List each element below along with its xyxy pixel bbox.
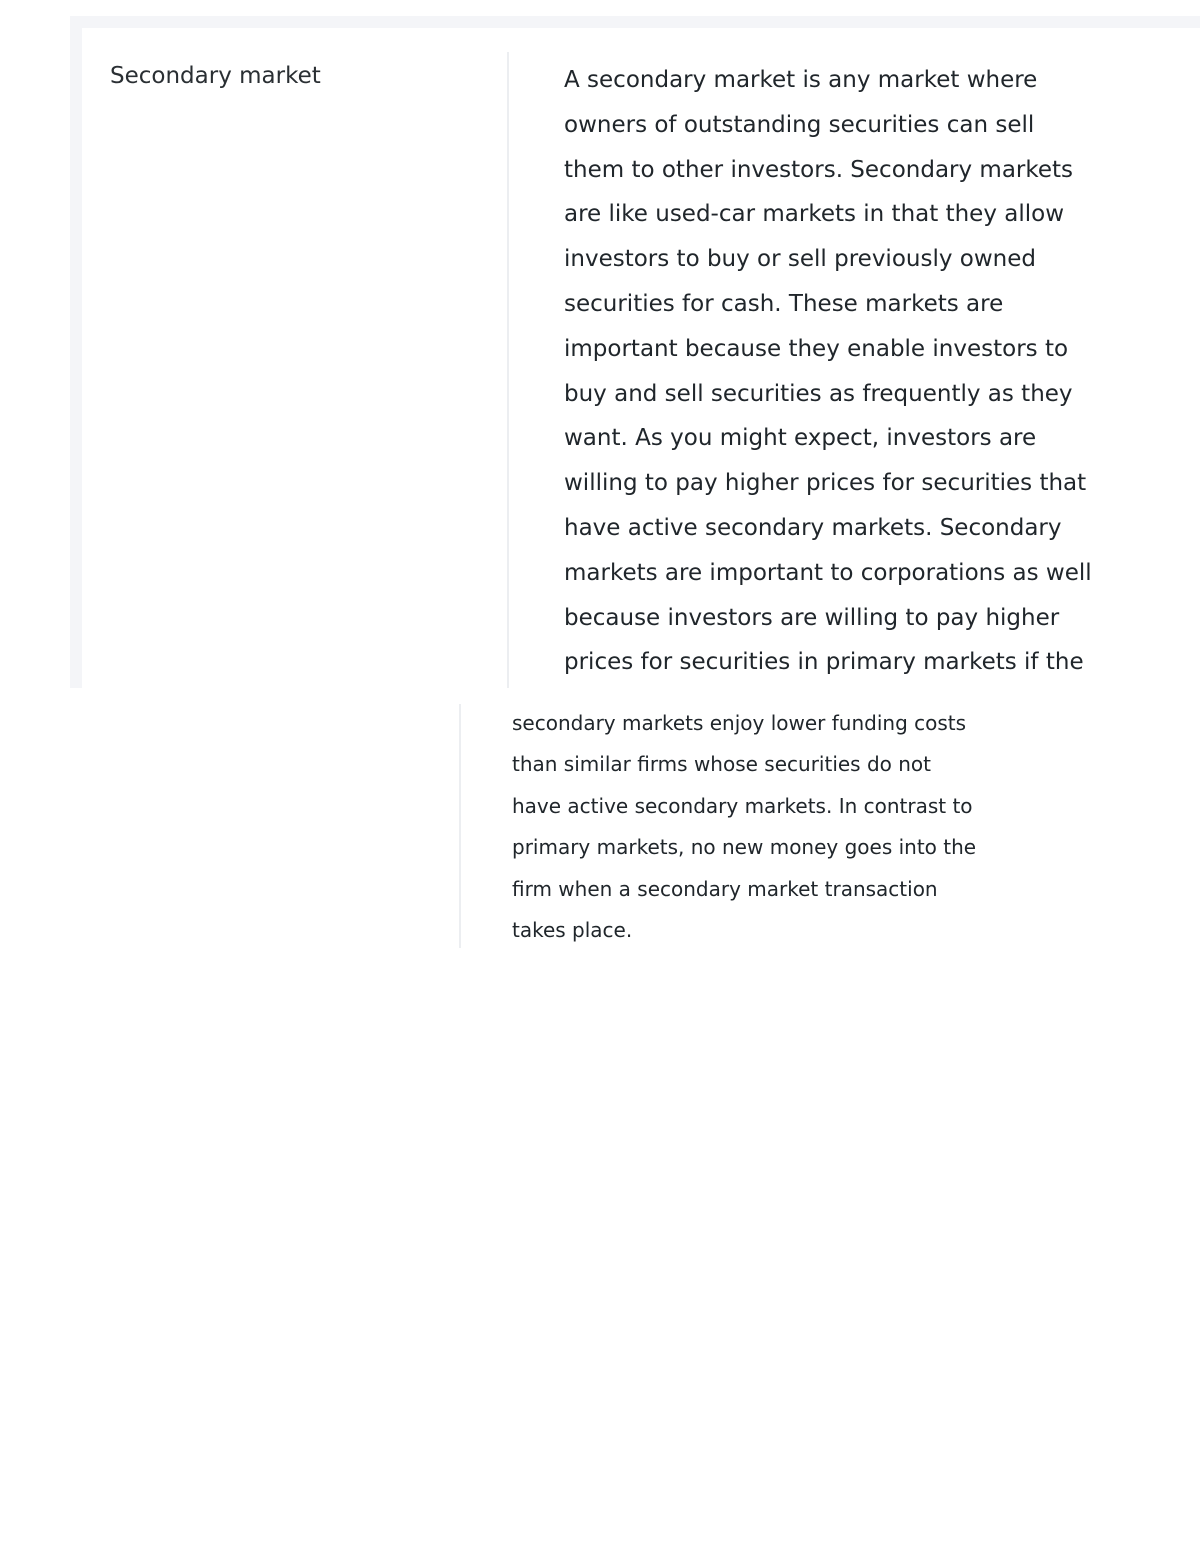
definition-line: prices for securities in primary markets if the (564, 649, 1084, 676)
definition-line: are like used-car markets in that they allow (564, 201, 1065, 228)
definition-text-continued (512, 703, 1072, 951)
definition-line: secondary markets enjoy lower funding costs (512, 711, 967, 735)
definition-line: want. As you might expect, investors are (564, 425, 1037, 452)
definition-line: takes place. (512, 918, 633, 943)
definition-line: securities for cash. These markets are (564, 290, 1004, 317)
term-label: Secondary market (110, 63, 321, 89)
definition-line: primary markets, no new money goes into the (512, 835, 977, 860)
definition-line: because investors are willing to pay higher (564, 604, 1060, 631)
definition-line: them to other investors. Secondary markets (564, 156, 1074, 183)
definition-line: have active secondary markets. In contrast to (512, 793, 973, 818)
definition-line: owners of outstanding securities can sell (564, 111, 1035, 138)
definition-line: investors to buy or sell previously owned (564, 246, 1036, 273)
definition-line: than similar firms whose securities do not (512, 752, 931, 777)
definition-line: have active secondary markets. Secondary (564, 514, 1062, 541)
definition-line: markets are important to corporations as well (564, 559, 1092, 586)
definition-line: willing to pay higher prices for securities that (564, 470, 1087, 497)
column-divider (507, 52, 509, 688)
definition-text-top (564, 58, 1164, 685)
definition-line: buy and sell securities as frequently as they (564, 380, 1073, 407)
column-divider-continued (459, 704, 461, 948)
definition-line: firm when a secondary market transaction (512, 876, 938, 901)
definition-line: A secondary market is any market where (564, 67, 1038, 93)
definition-line: important because they enable investors to (564, 335, 1069, 362)
